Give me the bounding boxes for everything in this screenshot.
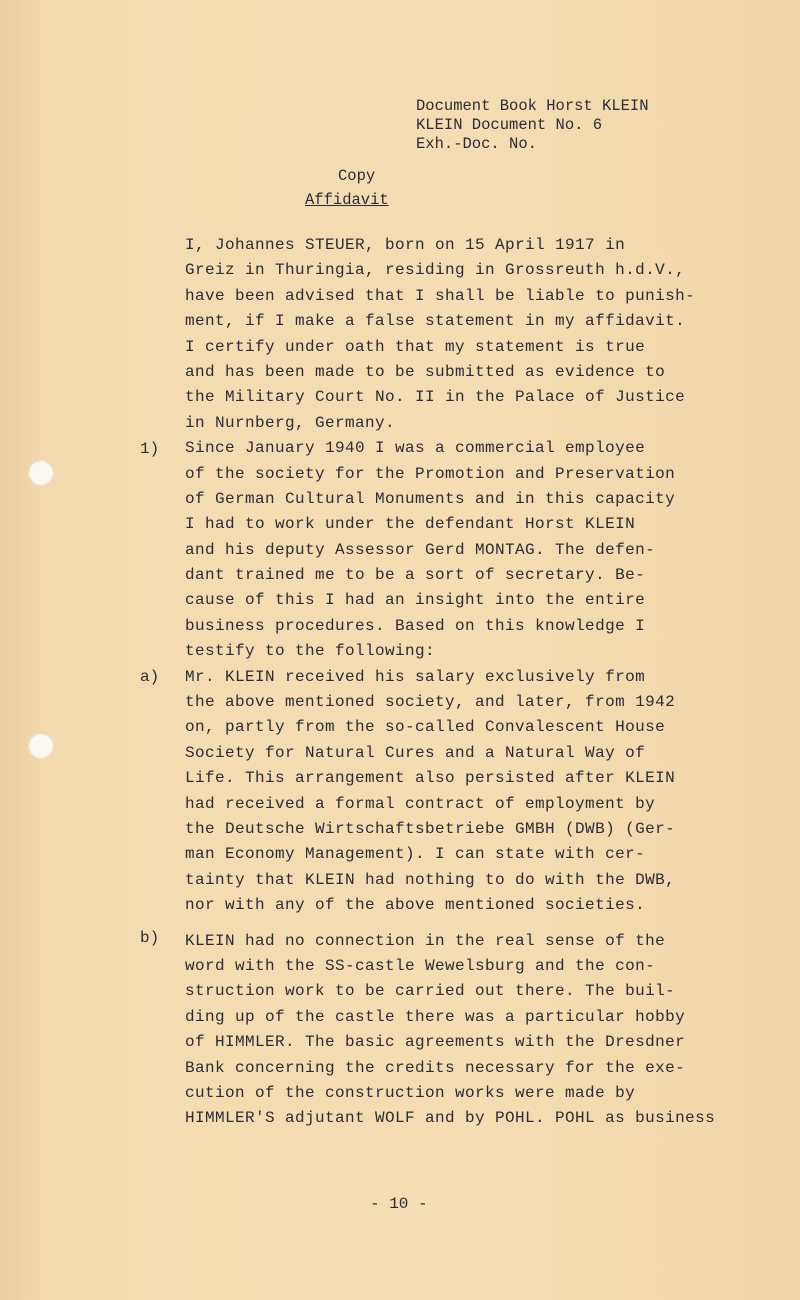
text-line: had received a formal contract of employment by [185,794,656,813]
header-line: Document Book Horst KLEIN [416,97,649,115]
text-line: and his deputy Assessor Gerd MONTAG. The defen- [185,540,656,559]
text-line: I had to work under the defendant Horst KLEIN [185,515,636,534]
text-line: of German Cultural Monuments and in this capacity [185,489,676,508]
text-line: nor with any of the above mentioned societies. [185,896,646,915]
text-line: and has been made to be submitted as evidence to [185,362,666,381]
text-line: of the society for the Promotion and Preservation [185,464,676,483]
text-line: ment, if I make a false statement in my affidavit. [185,312,686,331]
text-line: struction work to be carried out there. The buil- [185,982,676,1001]
text-line: cution of the construction works were made by [185,1083,636,1102]
paragraph-gap [185,919,745,929]
text-line: Greiz in Thuringia, residing in Grossreuth h.d.V., [185,261,686,280]
section-marker: 1) [140,440,160,458]
text-line: the Deutsche Wirtschaftsbetriebe GMBH (DWB) (Ger- [185,819,676,838]
text-line: business procedures. Based on this knowledge I [185,616,646,635]
section-b-paragraph [185,929,745,1132]
text-line: the Military Court No. II in the Palace of Justice [185,388,686,407]
document-title: Affidavit [305,191,389,209]
affidavit-body [185,233,745,1132]
punch-hole [28,733,54,759]
header-line: Exh.-Doc. No. [416,135,537,153]
copy-label: Copy [338,167,376,185]
header-line: KLEIN Document No. 6 [416,116,603,134]
text-line: have been advised that I shall be liable to punish- [185,286,696,305]
text-line: KLEIN had no connection in the real sense of the [185,931,666,950]
text-line: Since January 1940 I was a commercial employee [185,439,646,458]
punch-hole [28,460,54,486]
text-line: I certify under oath that my statement is true [185,337,646,356]
section-marker: a) [140,668,160,686]
section-1-paragraph [185,436,745,665]
text-line: I, Johannes STEUER, born on 15 April 1917 in [185,236,626,254]
text-line: testify to the following: [185,642,436,661]
text-line: of HIMMLER. The basic agreements with the Dresdner [185,1033,686,1052]
text-line: Mr. KLEIN received his salary exclusively from [185,667,646,686]
text-line: the above mentioned society, and later, from 1942 [185,693,676,712]
text-line: cause of this I had an insight into the entire [185,591,646,610]
text-line: Life. This arrangement also persisted after KLEIN [185,769,676,788]
text-line: Society for Natural Cures and a Natural Way of [185,743,646,762]
text-line: tainty that KLEIN had nothing to do with the DWB, [185,870,676,889]
text-line: word with the SS-castle Wewelsburg and the con- [185,956,656,975]
text-line: ding up of the castle there was a particular hobby [185,1007,686,1026]
intro-paragraph [185,233,745,436]
section-a-paragraph [185,665,745,919]
text-line: on, partly from the so-called Convalescent House [185,718,666,737]
text-line: in Nurnberg, Germany. [185,413,396,432]
text-line: man Economy Management). I can state with cer- [185,845,646,864]
section-marker: b) [140,929,160,947]
text-line: HIMMLER'S adjutant WOLF and by POHL. POHL as business [185,1109,716,1128]
page-number: - 10 - [370,1195,428,1213]
text-line: dant trained me to be a sort of secretary. Be- [185,566,646,585]
text-line: Bank concerning the credits necessary for the exe- [185,1058,686,1077]
document-header [416,97,649,154]
